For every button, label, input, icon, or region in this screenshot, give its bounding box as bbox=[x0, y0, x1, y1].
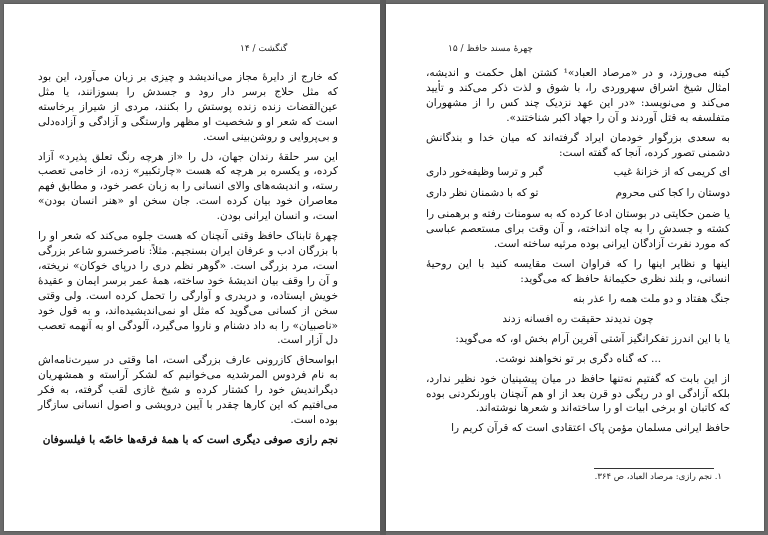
hemistich: گبر و ترسا وظیفه‌خور داری bbox=[426, 166, 544, 179]
left-page-body bbox=[38, 70, 338, 453]
verse-hemistich: چون ندیدند حقیقت ره افسانه زدند bbox=[502, 312, 654, 325]
paragraph: نجم رازی صوفی دیگری است که با همهٔ فرقه‌ها خاصّه با فیلسوفان bbox=[42, 433, 338, 446]
paragraph: از این بابت که گفتیم نه‌تنها حافظ در میان پیشینیان خود نظیر ندارد، بلکه آزادگی او در ریگی دو قرن بعد از او هم آنچنان باورنکردنی بوده که کاتبان او برخی ابیات او را ساخته‌اند و شعرها نوشته‌اند. bbox=[426, 372, 730, 415]
paragraph: که خارج از دایرهٔ مجاز می‌اندیشد و چیزی بر زبان می‌آورد، این بود که مثل حلاج برسر دار رود و جسدش را بسوزانند، یا مثل عین‌القضات زنده زنده پوستش را بکنند، مردی از شیراز برخاسته است که شعر او و شخصیت او مظهر وارستگی و آزادگی و آزاده‌دلی و بی‌پروایی و روشن‌بینی است. bbox=[38, 71, 338, 143]
footnote: ۱. نجم رازی: مرصاد العباد، ص ۳۶۴. bbox=[594, 472, 722, 482]
verse-line bbox=[426, 186, 730, 201]
right-page-header: چهرهٔ مسند حافظ / ۱۵ bbox=[448, 44, 533, 54]
paragraph: چهرهٔ تابناک حافظ وقتی آنچنان که هست جلوه می‌کند که شعر او را با بزرگان ادب و عرفان ایران بسنجیم. مثلاً: ناصرخسرو شاعر بزرگی است، مرد بزرگی است. «گوهر نظم دری را درپای خوکان» نریخته، و آن را وقف بیان اندیشهٔ خود ساخته، همهٔ عمر برسر ایمان و عقیدهٔ خویش ایستاده، و دربدری و آوارگی را تحمل کرده است. ولی وقتی سخن از کسانی می‌گوید که مثل او نمی‌اندیشیده‌اند، و به قول خود «ناصبیان» را به داد دشنام و ناروا می‌گیرد، آلودگی او به آنهمه تعصب دل آزار است. bbox=[38, 230, 338, 347]
left-page bbox=[4, 4, 380, 531]
paragraph: به سعدی بزرگوار خودمان ایراد گرفته‌اند که میان خدا و بندگانش دشمنی تصور کرده، آنجا که گفته است: bbox=[426, 131, 730, 159]
hemistich: تو که با دشمنان نظر داری bbox=[426, 187, 539, 200]
left-page-header: گنگشت / ۱۴ bbox=[240, 44, 288, 54]
paragraph: یا با این اندرز تفکرانگیز آشتی آفرین آرام بخش او، که می‌گوید: bbox=[455, 332, 730, 345]
right-page-body bbox=[426, 66, 730, 441]
hemistich: ای کریمی که از خزانهٔ غیب bbox=[613, 166, 730, 179]
verse-hemistich: جنگ هفتاد و دو ملت همه را عذر بنه bbox=[572, 292, 730, 305]
verse-hemistich: ... که گناه دگری بر تو نخواهند نوشت. bbox=[494, 352, 662, 365]
right-page bbox=[386, 4, 764, 531]
footnote-divider bbox=[594, 468, 714, 469]
paragraph: کینه می‌ورزد، و در «مرصاد العباد»¹ کشتن اهل حکمت و اندیشه، امثال شیخ اشراق سهروردی را، با شوق و لذت ذکر می‌کند و تأیید می‌کند و می‌نویسد: «در این عهد نزدیک چند کس را از مشهوران متفلسفه به قتل آوردند و آن را جهاد اکبر شناختند». bbox=[426, 67, 730, 124]
paragraph: اینها و نظایر اینها را که فراوان است مقایسه کنید با این روحیهٔ انسانی، و بلند نظری حکیمانهٔ حافظ که می‌گوید: bbox=[426, 258, 730, 286]
paragraph: این سر حلقهٔ رندان جهان، دل را «از هرچه رنگ تعلق پذیرد» آزاد کرده، و یکسره بر هرچه که هست «چارتکبیر» زده، از خامی تعصب رسته، و اندیشه‌های والای انسانی را به زبان عصر خود، و مطابق فهم معاصران خود بیان کرده است. جان سخن او «هنر انسان بودن» است، و انسان ایرانی بودن. bbox=[38, 150, 338, 223]
paragraph: ابواسحاق کازرونی عارف بزرگی است، اما وقتی در سیرت‌نامه‌اش به نام فردوس المرشدیه می‌خوانیم که لشکر آراسته و همشهریان دیگراندیش خود را کشتار کرده و شیخ غازی لقب گرفته، به فکر می‌افتیم که این کارها چقدر با آیین درویشی و اصول انسانی سازگار بوده است. bbox=[38, 354, 338, 426]
verse-line bbox=[426, 165, 730, 180]
paragraph: حافظ ایرانی مسلمان مؤمن پاک اعتقادی است که قرآن کریم را bbox=[451, 422, 730, 435]
hemistich: دوستان را کجا کنی محروم bbox=[615, 187, 730, 200]
paragraph: یا ضمن حکایتی در بوستان ادعا کرده که به سومنات رفته و برهمنی را کشته و جسدش را به چاه انداخته، و آن وقت برای مستعصم عباسی که مورد نفرت آزادگان ایرانی بوده مرثیه ساخته است. bbox=[426, 208, 730, 251]
